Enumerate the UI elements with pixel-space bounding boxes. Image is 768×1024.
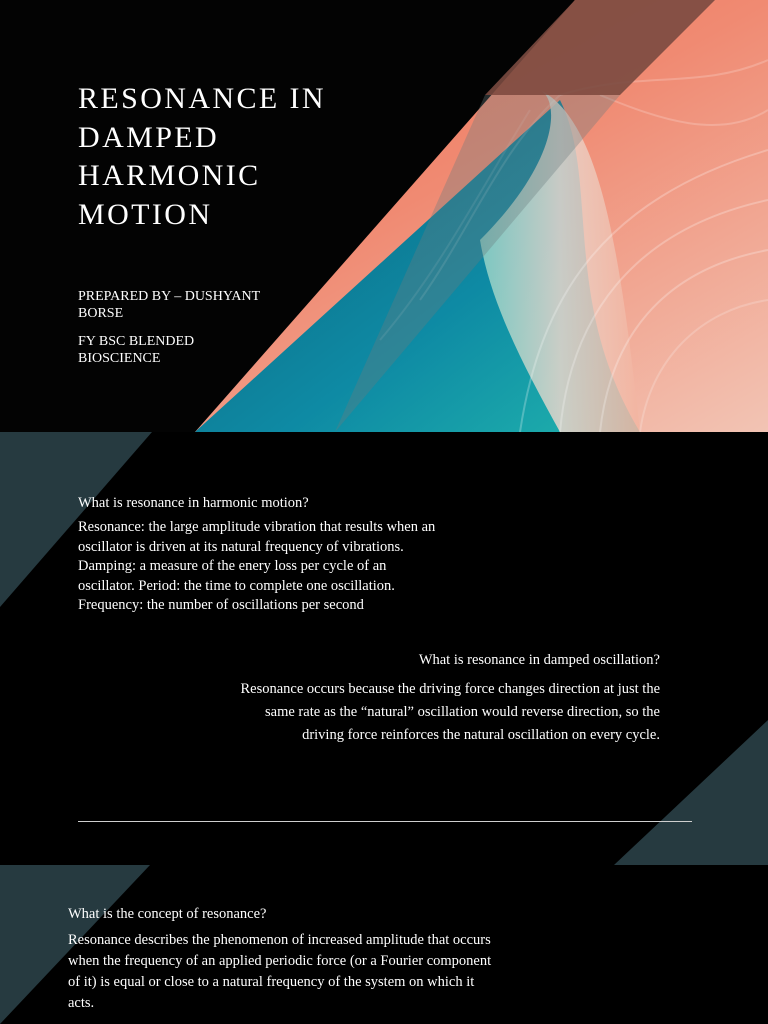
definitions-slide [0, 432, 768, 865]
cover-slide [0, 0, 768, 432]
answer-resonance-damped: Resonance occurs because the driving force changes direction at just the same rate as the “natural” oscillation would reverse direction, so the driving force reinforces the natural oscillation on every cycle. [240, 681, 660, 743]
author-block [78, 288, 278, 367]
divider-line [78, 821, 692, 822]
concept-slide [0, 865, 768, 1024]
question-resonance-harmonic: What is resonance in harmonic motion? [78, 495, 309, 511]
answer-resonance-harmonic: Resonance: the large amplitude vibration that results when an oscillator is driven at its natural frequency of vibrations. Damping: a measure of the enery loss per cycle of an oscillator. Period: the time to complete one oscillation. Frequency: the number of oscillations per second [78, 519, 436, 613]
question-concept-resonance: What is the concept of resonance? [68, 906, 267, 922]
answer-concept-resonance: Resonance describes the phenomenon of increased amplitude that occurs when the frequency of an applied periodic force (or a Fourier component of it) is equal or close to a natural frequency of the system on which it acts. [68, 932, 492, 1011]
question-resonance-damped: What is resonance in damped oscillation? [418, 652, 660, 668]
program-text: FY BSC BLENDED BIOSCIENCE [78, 334, 195, 366]
prepared-by-text: PREPARED BY – DUSHYANT BORSE [78, 289, 260, 321]
cover-title: RESONANCE IN DAMPED HARMONIC MOTION [78, 82, 326, 231]
